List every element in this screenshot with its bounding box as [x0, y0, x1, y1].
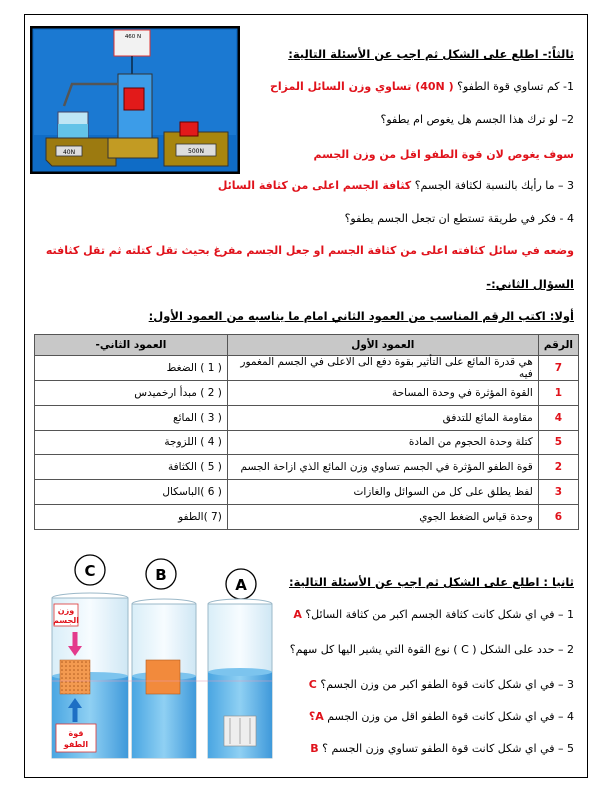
beaker-b-label: B — [155, 566, 167, 584]
question-b4-text: 4 – في اي شكل كانت قوة الطفو اقل من وزن الجسم — [327, 710, 574, 723]
row-term: (7 )الطفو — [35, 504, 228, 529]
matching-table — [34, 334, 579, 530]
question-b3-text: 3 – في اي شكل كانت قوة الطفو اكبر من وزن الجسم؟ — [320, 678, 574, 691]
table-row — [35, 405, 579, 430]
question-1-answer: ( 40N) تساوي وزن السائل المزاح — [269, 80, 454, 93]
question-b1-answer: A — [293, 608, 302, 621]
header-number: الرقم — [538, 335, 578, 356]
row-term: ( 4 ) اللزوجة — [35, 430, 228, 455]
row-definition: كتلة وحدة الحجوم من المادة — [227, 430, 538, 455]
section-b-question-3 — [309, 678, 574, 691]
section-two-title: السؤال الثاني:- — [486, 277, 574, 291]
question-b5-text: 5 – في اي شكل كانت قوة الطفو تساوي وزن الجسم ؟ — [322, 742, 574, 755]
table-row — [35, 504, 579, 529]
row-term: ( 3 ) المائع — [35, 405, 228, 430]
question-b5-answer: B — [310, 742, 319, 755]
beaker-c-label: C — [84, 562, 96, 580]
table-header-row — [35, 335, 579, 356]
scale-reading: 460 N — [124, 34, 142, 40]
question-b1-text: 1 – في اي شكل كانت كثافة الجسم اكبر من كثافة السائل؟ — [305, 608, 574, 621]
section3-question-4: 4 - فكر في طريقة تستطع ان تجعل الجسم يطفو؟ — [344, 212, 574, 225]
left-base-label: 40N — [62, 149, 76, 156]
row-term: ( 2 ) مبدأ ارخميدس — [35, 381, 228, 406]
matching-instruction: أولا: اكتب الرقم المناسب من العمود الثاني امام ما يناسبه من العمود الأول: — [148, 309, 574, 323]
row-definition: هي قدرة المائع على التأثير بقوة دفع الى الاعلى في الجسم المغمور فيه — [227, 356, 538, 381]
row-term: ( 6 )الباسكال — [35, 480, 228, 505]
buoyancy-experiment-figure — [30, 26, 240, 174]
row-definition: وحدة قياس الضغط الجوي — [227, 504, 538, 529]
section-b-question-4 — [309, 710, 574, 723]
buoyancy-label-line1: قوة — [68, 729, 84, 738]
row-number: 4 — [538, 405, 578, 430]
row-number: 7 — [538, 356, 578, 381]
row-definition: مقاومة المائع للتدفق — [227, 405, 538, 430]
header-column-2: العمود الثاني- — [35, 335, 228, 356]
buoyancy-label-line2: الطفو — [63, 740, 89, 749]
section-b-question-1 — [293, 608, 574, 621]
weight-label-line2: الجسم — [53, 616, 79, 625]
section3-title: ثالثاً:- اطلع على الشكل ثم اجب عن الأسئلة التالية: — [288, 47, 574, 61]
row-number: 3 — [538, 480, 578, 505]
table-row — [35, 430, 579, 455]
row-definition: قوة الطفو المؤثرة في الجسم تساوي وزن المائع الذي ازاحة الجسم — [227, 455, 538, 480]
section-b-question-5 — [310, 742, 574, 755]
section3-answer-4: وضعه في سائل كثافته اعلى من كثافة الجسم او جعل الجسم مفرغ بحيث تقل كتلته ثم تقل كثافته — [45, 244, 574, 257]
question-b3-answer: C — [308, 678, 317, 691]
row-number: 2 — [538, 455, 578, 480]
row-number: 5 — [538, 430, 578, 455]
row-definition: لفظ يطلق على كل من السوائل والغازات — [227, 480, 538, 505]
question-3-text: 3 – ما رأيك بالنسبة لكثافة الجسم؟ — [414, 179, 574, 192]
three-beakers-figure — [40, 548, 280, 766]
weight-label-line1: وزن — [57, 606, 75, 615]
row-term: ( 5 ) الكثافة — [35, 455, 228, 480]
section3-question-1 — [270, 80, 574, 93]
table-row — [35, 381, 579, 406]
table-row — [35, 480, 579, 505]
table-row — [35, 356, 579, 381]
row-term: ( 1 ) الضغط — [35, 356, 228, 381]
right-base-label: 500N — [188, 148, 204, 155]
section3-question-2: 2– لو ترك هذا الجسم هل يغوص ام يطفو؟ — [380, 113, 574, 126]
row-number: 6 — [538, 504, 578, 529]
table-row — [35, 455, 579, 480]
section-b-question-2: 2 – حدد على الشكل ( C ) نوع القوة التي يشير اليها كل سهم؟ — [289, 643, 574, 656]
section3-question-3 — [218, 179, 574, 192]
section3-answer-2: سوف يغوص لان قوة الطفو اقل من وزن الجسم — [313, 148, 574, 161]
question-1-text: 1- كم تساوي قوة الطفو؟ — [457, 80, 574, 93]
beaker-a-label: A — [235, 576, 247, 594]
question-3-answer: كثافة الجسم اعلى من كثافة السائل — [217, 179, 412, 192]
row-definition: القوة المؤثرة في وحدة المساحة — [227, 381, 538, 406]
row-number: 1 — [538, 381, 578, 406]
question-b4-answer: A؟ — [308, 710, 324, 723]
header-column-1: العمود الأول — [227, 335, 538, 356]
section-b-title: ثانيا : اطلع على الشكل ثم اجب عن الأسئلة التالية: — [288, 575, 574, 589]
